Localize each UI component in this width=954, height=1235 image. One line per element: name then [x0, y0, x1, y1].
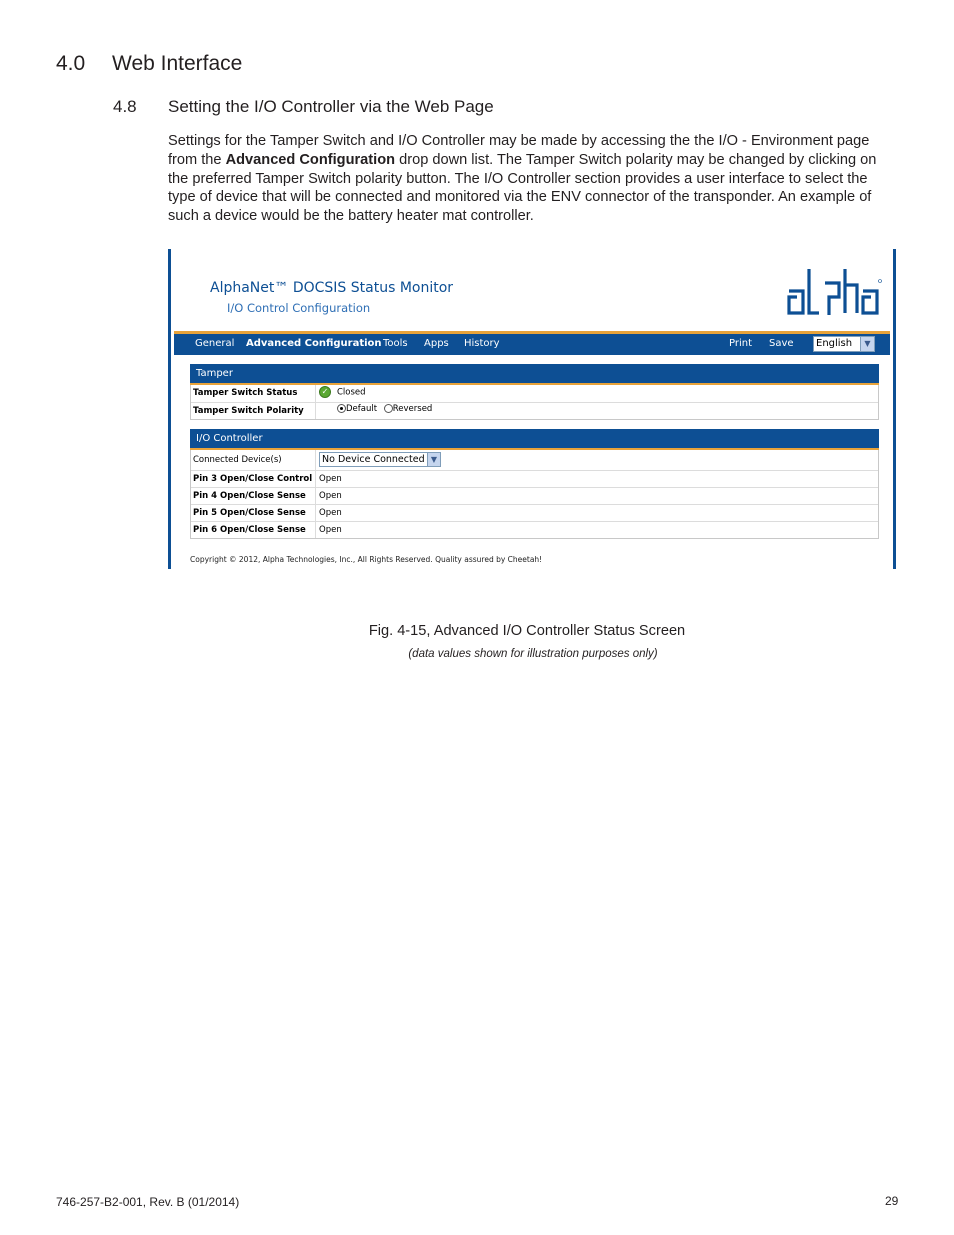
nav-history[interactable]: History [464, 338, 500, 349]
nav-bar [174, 334, 890, 355]
tamper-status-text: Closed [337, 387, 366, 398]
nav-tools[interactable]: Tools [383, 338, 408, 349]
body-paragraph [168, 132, 888, 226]
chevron-down-icon[interactable]: ▼ [860, 337, 874, 351]
tamper-section-header: Tamper [190, 364, 879, 383]
check-icon: ✓ [319, 386, 331, 398]
tamper-table [190, 385, 879, 420]
app-subtitle: I/O Control Configuration [227, 301, 371, 315]
io-section-header: I/O Controller [190, 429, 879, 448]
section-title: Web Interface [112, 52, 243, 75]
table-row [191, 504, 878, 521]
figure-caption: Fig. 4-15, Advanced I/O Controller Status Screen [368, 623, 686, 639]
pin-value: Open [319, 508, 342, 518]
tamper-status-value [319, 386, 366, 398]
table-row [191, 470, 878, 487]
paragraph-text-2: drop down list. The Tamper Switch polarity may be changed by clicking on the preferred Tamper Switch polarity button. The I/O Controller section provides a user interface to select the type of device that will be connected and monitored via the ENV connector of the transponder. An example of such a device would be the battery heater mat controller. [168, 151, 877, 225]
nav-print[interactable]: Print [729, 338, 753, 349]
nav-general[interactable]: General [195, 338, 235, 349]
section-number: 4.0 [56, 52, 86, 75]
table-row [191, 402, 878, 419]
alpha-logo-icon [785, 263, 883, 317]
paragraph-bold-text: Advanced Configuration [225, 151, 396, 168]
device-select-value: No Device Connected [322, 454, 425, 465]
pin-value: Open [319, 491, 342, 501]
subsection-title: Setting the I/O Controller via the Web Page [168, 97, 494, 116]
polarity-options [337, 404, 432, 414]
pin-label: Pin 3 Open/Close Control [193, 474, 313, 484]
pin-value: Open [319, 525, 342, 535]
language-value: English [816, 338, 853, 349]
io-table [190, 450, 879, 539]
pin-value: Open [319, 474, 342, 484]
subsection-heading [113, 97, 494, 117]
doc-number: 746-257-B2-001, Rev. B (01/2014) [56, 1195, 240, 1209]
nav-advanced-configuration[interactable]: Advanced Configuration [246, 338, 382, 349]
table-row [191, 450, 878, 470]
nav-save[interactable]: Save [769, 338, 794, 349]
tamper-status-label: Tamper Switch Status [193, 388, 298, 398]
polarity-reversed-label: Reversed [392, 404, 433, 414]
paragraph-text-1: Settings for the Tamper Switch and I/O Controller may be made by accessing the the I/O - Environment page from the [168, 133, 870, 168]
copyright-text: Copyright © 2012, Alpha Technologies, Inc., All Rights Reserved. Quality assured by Cheetah! [190, 555, 543, 564]
table-row [191, 385, 878, 402]
polarity-default-label: Default [346, 404, 378, 414]
pin-label: Pin 5 Open/Close Sense [193, 508, 306, 518]
figure-caption-note: (data values shown for illustration purposes only) [408, 648, 658, 660]
web-ui-screenshot [168, 249, 896, 569]
page-number: 29 [885, 1194, 899, 1208]
device-label: Connected Device(s) [193, 455, 282, 465]
tamper-polarity-label: Tamper Switch Polarity [193, 406, 304, 416]
subsection-number: 4.8 [113, 97, 137, 116]
language-select[interactable] [813, 336, 875, 352]
chevron-down-icon[interactable]: ▼ [427, 453, 440, 466]
table-row [191, 521, 878, 538]
pin-label: Pin 4 Open/Close Sense [193, 491, 306, 501]
pin-label: Pin 6 Open/Close Sense [193, 525, 306, 535]
polarity-reversed-radio[interactable] [384, 404, 393, 413]
table-row [191, 487, 878, 504]
device-select[interactable] [319, 452, 441, 467]
nav-apps[interactable]: Apps [424, 338, 449, 349]
polarity-default-radio[interactable] [337, 404, 346, 413]
app-title: AlphaNet™ DOCSIS Status Monitor [210, 280, 454, 296]
section-heading [56, 52, 242, 76]
